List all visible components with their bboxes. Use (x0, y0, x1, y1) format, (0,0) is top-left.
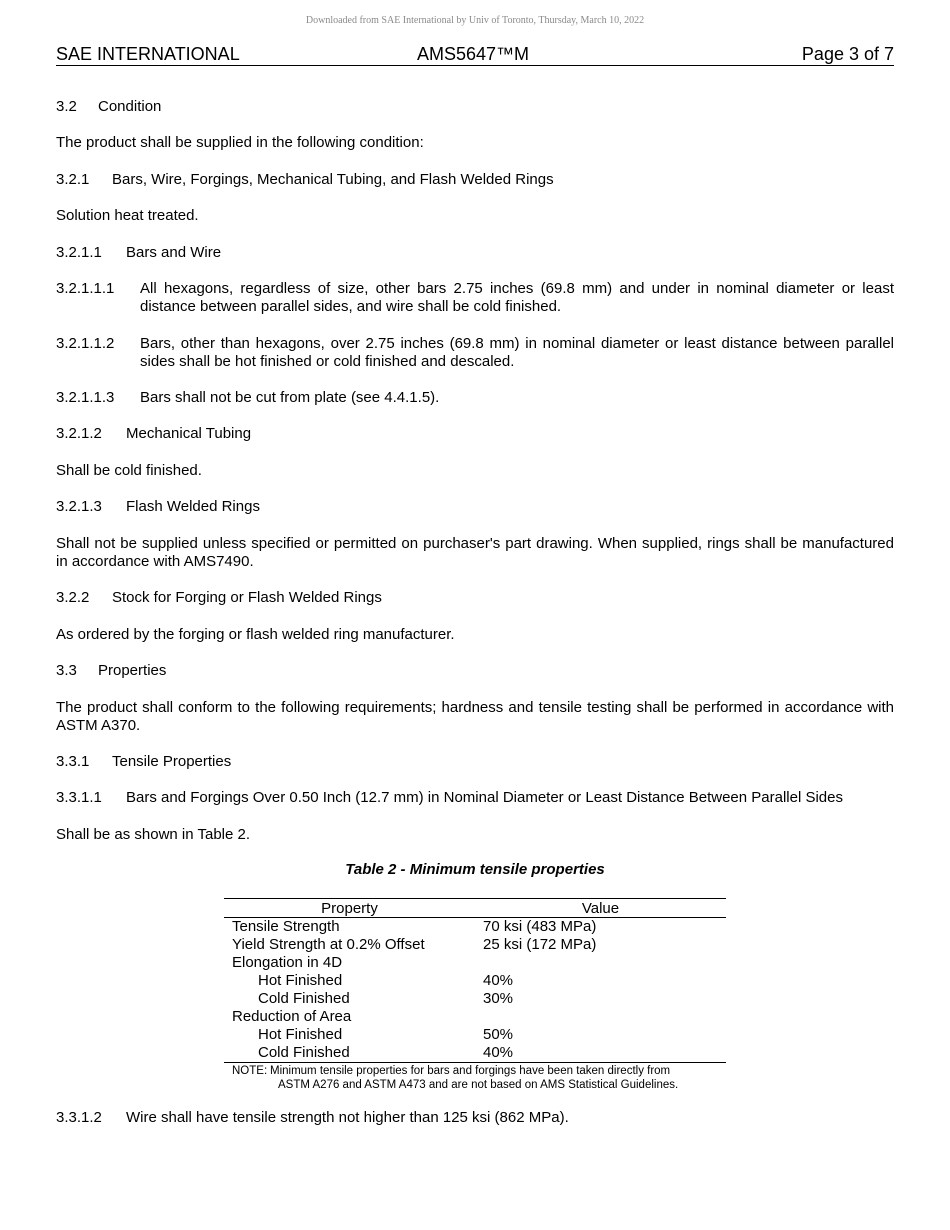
table-row: Cold Finished 40% (258, 1044, 514, 1061)
section-3-2-1-text: Solution heat treated. (56, 207, 199, 224)
section-3-2-1-1-1: 3.2.1.1.1 All hexagons, regardless of size, other bars 2.75 inches (69.8 mm) and under in nominal diameter or least distance between parallel sides, and wire shall be cold finished. (56, 280, 894, 315)
table-row: Hot Finished 40% (258, 972, 514, 989)
section-3-2-1-2-text: Shall be cold finished. (56, 462, 202, 479)
section-3-2-2-text: As ordered by the forging or flash welded ring manufacturer. (56, 626, 455, 643)
section-3-3-1-1-heading: 3.3.1.1 Bars and Forgings Over 0.50 Inch (12.7 mm) in Nominal Diameter or Least Distance Between Parallel Sides (56, 789, 843, 806)
section-3-3-heading: 3.3 Properties (56, 662, 167, 679)
header-document-id: AMS5647™M (417, 44, 530, 64)
table-header-row (224, 899, 726, 918)
download-notice: Downloaded from SAE International by Univ of Toronto, Thursday, March 10, 2022 (305, 15, 645, 26)
section-3-3-1-2-heading: 3.3.1.2 Wire shall have tensile strength not higher than 125 ksi (862 MPa). (56, 1109, 569, 1126)
header-page-number: Page 3 of 7 (801, 44, 894, 64)
section-3-2-1-3-text: Shall not be supplied unless specified or permitted on purchaser's part drawing. When supplied, rings shall be manufactured in accordance with AMS7490. (56, 535, 894, 570)
section-3-3-1-heading: 3.3.1 Tensile Properties (56, 753, 232, 770)
section-3-2-1-2-heading: 3.2.1.2 Mechanical Tubing (56, 425, 252, 442)
section-3-2-1-3-heading: 3.2.1.3 Flash Welded Rings (56, 498, 260, 515)
table-header-value: Value (581, 900, 620, 917)
table-row: Elongation in 4D (232, 954, 343, 971)
table-bottom-rule (224, 1062, 726, 1063)
section-3-2-1-1-3: 3.2.1.1.3 Bars shall not be cut from plate (see 4.4.1.5). (56, 389, 440, 406)
section-3-3-text: The product shall conform to the following requirements; hardness and tensile testing shall be performed in accordance with ASTM A370. (56, 699, 894, 734)
table-row: Hot Finished 50% (258, 1026, 514, 1043)
table-row: Cold Finished 30% (258, 990, 514, 1007)
section-3-3-1-1-text: Shall be as shown in Table 2. (56, 826, 251, 843)
section-3-2-text: The product shall be supplied in the following condition: (56, 134, 424, 151)
section-3-2-1-1-2: 3.2.1.1.2 Bars, other than hexagons, over 2.75 inches (69.8 mm) in nominal diameter or least distance between parallel sides shall be hot finished or cold finished and descaled. (56, 335, 894, 370)
section-3-2-heading: 3.2 Condition (56, 98, 162, 115)
section-3-2-1-1-heading: 3.2.1.1 Bars and Wire (56, 244, 222, 261)
table-caption: Table 2 - Minimum tensile properties (345, 861, 605, 878)
page-header (56, 43, 894, 66)
tensile-properties-table (224, 898, 726, 1092)
section-3-2-2-heading: 3.2.2 Stock for Forging or Flash Welded Rings (56, 589, 382, 606)
header-publisher: SAE INTERNATIONAL (56, 44, 240, 64)
table-row: Yield Strength at 0.2% Offset 25 ksi (172 MPa) (232, 936, 597, 953)
section-3-2-1-heading: 3.2.1 Bars, Wire, Forgings, Mechanical Tubing, and Flash Welded Rings (56, 171, 554, 188)
table-note: NOTE: Minimum tensile properties for bars and forgings have been taken directly from ASTM A276 and ASTM A473 and are not based on AMS Statistical Guidelines. (232, 1065, 679, 1091)
table-header-property: Property (321, 900, 378, 917)
table-row: Reduction of Area (232, 1008, 352, 1025)
table-row: Tensile Strength 70 ksi (483 MPa) (232, 918, 597, 935)
